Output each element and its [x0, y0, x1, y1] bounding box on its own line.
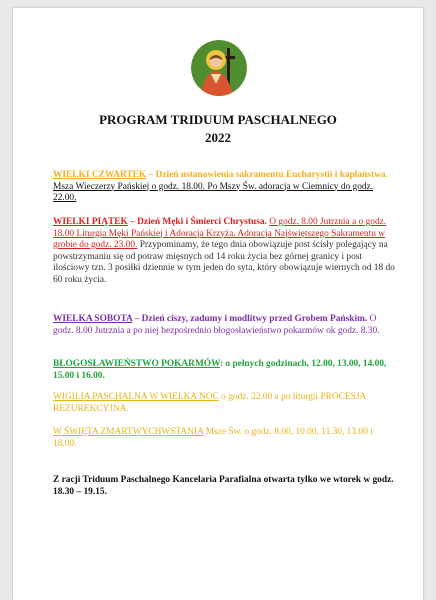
easter-detail: Msze Św. o godz. 8.00, 10.00, 11.30, 13.00 i 18.00.: [53, 427, 373, 449]
document-page: [13, 8, 423, 600]
friday-note: Przypominamy, że tego dnia obowiązuje post ścisły polegający na powstrzymaniu się od potraw mięsnych od 14 roku życia bez górnej granicy i post ilościowy tzn. 3 posiłki dziennie w tym jeden do syta, który obowiązuje wiernych od 18 do 60 roku życia.: [53, 240, 395, 285]
blessing-section: [53, 359, 395, 382]
blessing-detail: : o pełnych godzinach, 12.00, 13.00, 14.00, 15.00 i 16.00.: [53, 359, 387, 381]
thursday-description: Dzień ustanowienia sakramentu Eucharystii i kapłaństwa: [155, 170, 386, 180]
saturday-detail: O godz. 8.00 Jutrznia a po niej bezpośrednio błogosławieństwo pokarmów ok godz. 8.30.: [53, 314, 380, 336]
saturday-heading: WIELKA SOBOTA: [53, 314, 133, 324]
blessing-heading: BŁOGOSŁAWIEŃSTWO POKARMÓW: [53, 359, 220, 369]
friday-section: [53, 217, 395, 286]
saturday-section: [53, 314, 395, 337]
thursday-dot: .: [385, 170, 388, 180]
easter-section: [53, 427, 395, 450]
friday-description: Dzień Męki i Śmierci Chrystusa.: [137, 217, 267, 227]
friday-detail: O godz. 8.00 Jutrznia a o godz. 18.00 Liturgia Męki Pańskiej i Adoracja Krzyża. Adoracja Najświętszego Sakramentu w grobie do godz. 23.00.: [53, 217, 387, 250]
office-hours-note: Z racji Triduum Paschalnego Kancelaria Parafialna otwarta tylko we wtorek w godz. 18.30 – 19.15.: [53, 475, 394, 497]
vigil-section: [53, 392, 395, 415]
friday-heading: WIELKI PIĄTEK: [53, 217, 128, 227]
page-title-year: 2022: [205, 130, 231, 145]
thursday-dash: –: [146, 170, 156, 180]
page-title: PROGRAM TRIDUUM PASCHALNEGO: [99, 112, 337, 127]
saturday-dash: –: [132, 314, 142, 324]
easter-heading: W ŚWIĘTA ZMARTWYCHWSTANIA: [53, 427, 204, 437]
saturday-description: Dzień ciszy, zadumy i modlitwy przed Grobem Pańskim.: [141, 314, 368, 324]
thursday-heading: WIELKI CZWARTEK: [53, 170, 147, 180]
thursday-section: [53, 170, 395, 205]
saint-portrait-icon: [191, 40, 247, 96]
thursday-detail: Msza Wieczerzy Pańskiej o godz. 18.00. Po Mszy Św. adoracja w Ciemnicy do godz. 22.00.: [53, 181, 374, 203]
vigil-heading: WIGILIA PASCHALNA W WIELKA NOC: [53, 392, 219, 402]
friday-dash: –: [127, 217, 138, 227]
vigil-detail: o godz. 22.00 a po liturgii PROCESJA REZUREKCYJNA.: [53, 392, 366, 414]
